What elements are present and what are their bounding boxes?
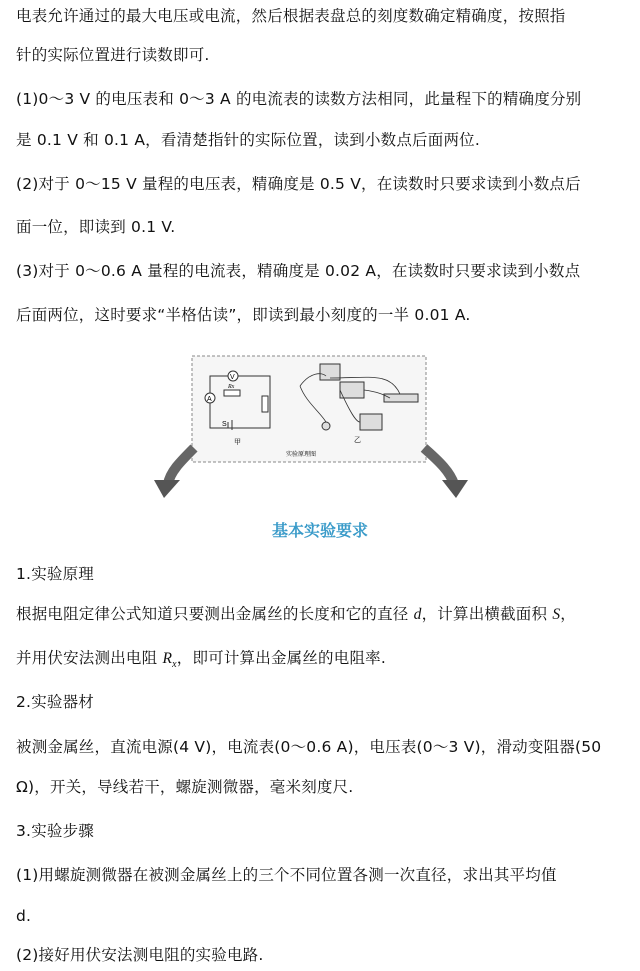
item-2-line: (2)对于 0～15 V 量程的电压表，精确度是 0.5 V，在读数时只要求读到小数点后: [16, 175, 581, 193]
item-2-line: 面一位，即读到 0.1 V.: [16, 218, 176, 236]
experiment-diagram: [150, 352, 486, 502]
ammeter-label: A: [207, 396, 212, 403]
paragraph-line: 电表允许通过的最大电压或电流，然后根据表盘总的刻度数确定精确度，按照指: [16, 7, 566, 25]
figure-caption: 实验原理图: [286, 451, 317, 458]
section-3-title: 3.实验步骤: [16, 822, 94, 840]
section-1-line: 根据电阻定律公式知道只要测出金属丝的长度和它的直径 d，计算出横截面积 S，: [16, 605, 576, 623]
item-3-line: 后面两位，这时要求“半格估读”，即读到最小刻度的一半 0.01 A.: [16, 306, 471, 324]
section-2-line: 被测金属丝，直流电源(4 V)，电流表(0～0.6 A)，电压表(0～3 V)，滑动变阻器(50: [16, 738, 602, 756]
item-3-line: (3)对于 0～0.6 A 量程的电流表，精确度是 0.02 A，在读数时只要求读到小数点: [16, 262, 581, 280]
section-heading: 基本实验要求: [271, 521, 368, 540]
section-3-line: (2)接好用伏安法测电阻的实验电路.: [16, 946, 264, 964]
section-3-line: d.: [16, 907, 32, 925]
section-2-title: 2.实验器材: [16, 693, 94, 711]
section-2-line: Ω)，开关，导线若干，螺旋测微器，毫米刻度尺.: [16, 778, 354, 796]
voltmeter-label: V: [230, 374, 235, 381]
apparatus-label-yi: 乙: [354, 436, 361, 444]
switch-label: S: [222, 421, 227, 428]
resistor-label: Rx: [228, 384, 235, 390]
section-3-line: (1)用螺旋测微器在被测金属丝上的三个不同位置各测一次直径，求出其平均值: [16, 866, 557, 884]
item-1-line: 是 0.1 V 和 0.1 A，看清楚指针的实际位置，读到小数点后面两位.: [16, 131, 480, 149]
paragraph-line: 针的实际位置进行读数即可.: [16, 46, 210, 64]
circuit-label-jia: 甲: [234, 438, 241, 446]
section-1-line: 并用伏安法测出电阻 $R_x$，即可计算出金属丝的电阻率.: [16, 649, 386, 671]
item-1-line: (1)0～3 V 的电压表和 0～3 A 的电流表的读数方法相同，此量程下的精确度分别: [16, 90, 582, 108]
section-1-title: 1.实验原理: [16, 565, 94, 583]
